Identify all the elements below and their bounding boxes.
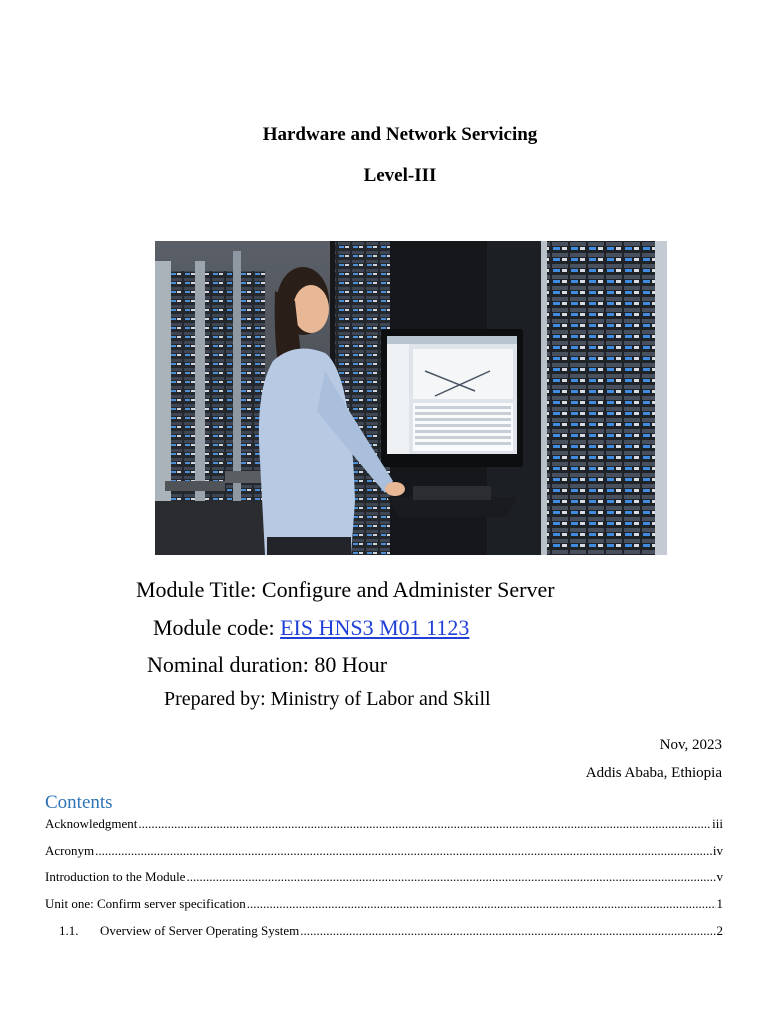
toc-entry-label: Unit one: Confirm server specification [45, 896, 246, 911]
module-code-label: Module code: [153, 615, 281, 640]
toc-entry-page: v [716, 869, 723, 884]
cover-photo [155, 241, 667, 555]
toc-entry[interactable] [45, 843, 723, 859]
toc-entry-number: 1.1. [59, 923, 79, 938]
contents-heading: Contents [45, 792, 113, 813]
toc-leader-dots [186, 869, 715, 885]
toc-entry[interactable] [45, 923, 723, 939]
toc-leader-dots [247, 896, 716, 912]
nominal-duration: Nominal duration: 80 Hour [147, 652, 388, 677]
toc-entry[interactable] [45, 869, 723, 885]
prepared-by: Prepared by: Ministry of Labor and Skill [164, 688, 491, 710]
module-code [153, 615, 469, 641]
module-code-link[interactable]: EIS HNS3 M01 1123 [280, 615, 470, 640]
publication-date: Nov, 2023 [659, 737, 722, 753]
toc-entry-label: Introduction to the Module [45, 869, 186, 884]
toc-entry[interactable] [45, 816, 723, 832]
toc-leader-dots [95, 843, 712, 859]
toc-entry[interactable] [45, 896, 723, 912]
document-level: Level-III [363, 165, 437, 186]
toc-entry-page: iv [712, 843, 723, 858]
toc-entry-page: 1 [716, 896, 723, 911]
toc-entry-label: Acronym [45, 843, 95, 858]
toc-entry-page: iii [712, 816, 723, 831]
document-title: Hardware and Network Servicing [262, 124, 538, 145]
toc-leader-dots [138, 816, 711, 832]
toc-entry-page: 2 [716, 923, 723, 938]
toc-entry-label: Overview of Server Operating System [100, 923, 300, 938]
toc-entry-label: Acknowledgment [45, 816, 138, 831]
module-title: Module Title: Configure and Administer Server [136, 577, 555, 602]
publication-place: Addis Ababa, Ethiopia [585, 765, 722, 781]
toc-leader-dots [300, 923, 715, 939]
